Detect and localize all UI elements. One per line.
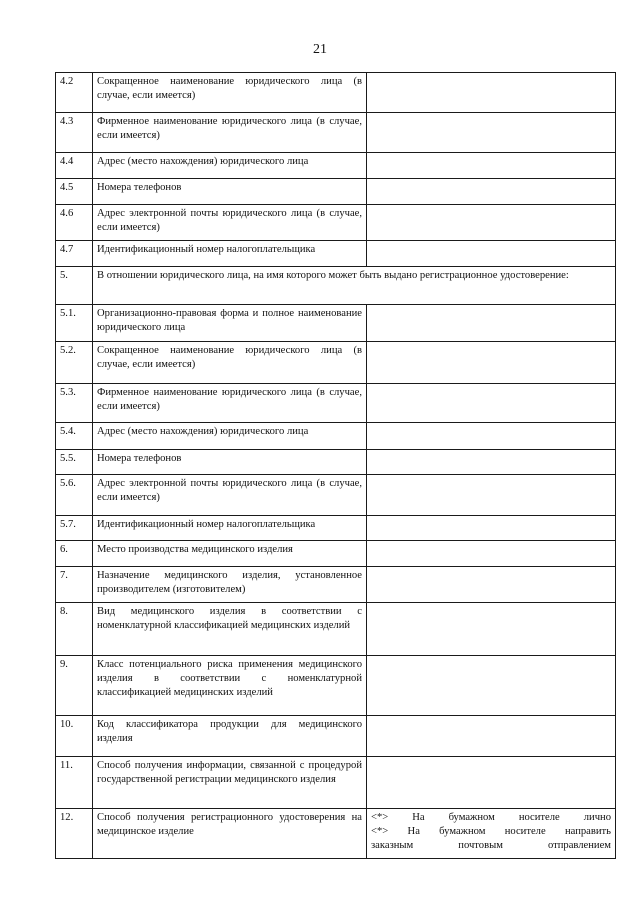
row-number: 4.6 xyxy=(56,205,93,241)
delivery-option-line: заказным почтовым отправлением xyxy=(371,840,611,851)
field-label xyxy=(93,757,367,809)
field-label-text: Сокращенное наименование юридического лица (в случае, если имеется) xyxy=(97,345,362,370)
row-number: 5.7. xyxy=(56,516,93,541)
field-value[interactable] xyxy=(367,384,616,423)
row-number: 4.2 xyxy=(56,73,93,113)
row-number: 11. xyxy=(56,757,93,809)
field-label-text: Место производства медицинского изделия xyxy=(97,544,293,555)
field-label-text: Способ получения регистрационного удостоверения на медицинское изделие xyxy=(97,812,362,837)
form-row xyxy=(56,541,616,567)
field-label-text: Адрес (место нахождения) юридического лица xyxy=(97,426,309,437)
row-number: 10. xyxy=(56,716,93,757)
field-label xyxy=(93,656,367,716)
form-row xyxy=(56,267,616,305)
field-value[interactable] xyxy=(367,716,616,757)
field-value[interactable] xyxy=(367,450,616,475)
field-label xyxy=(93,241,367,267)
field-label-text: Назначение медицинского изделия, установленное производителем (изготовителем) xyxy=(97,570,362,595)
field-label xyxy=(93,603,367,656)
row-number: 4.7 xyxy=(56,241,93,267)
application-form-table xyxy=(55,72,616,859)
row-number: 12. xyxy=(56,809,93,859)
row-number: 5.4. xyxy=(56,423,93,450)
form-row xyxy=(56,757,616,809)
field-label-text: Адрес электронной почты юридического лица (в случае, если имеется) xyxy=(97,478,362,503)
field-label-text: Идентификационный номер налогоплательщика xyxy=(97,244,316,255)
form-row xyxy=(56,305,616,342)
form-row xyxy=(56,342,616,384)
field-label xyxy=(93,73,367,113)
row-number: 5.2. xyxy=(56,342,93,384)
field-value[interactable] xyxy=(367,541,616,567)
field-label-text: Организационно-правовая форма и полное наименование юридического лица xyxy=(97,308,362,333)
field-value[interactable] xyxy=(367,113,616,153)
field-label xyxy=(93,541,367,567)
field-label-text: Адрес (место нахождения) юридического лица xyxy=(97,156,309,167)
field-label xyxy=(93,305,367,342)
field-label xyxy=(93,716,367,757)
field-value[interactable] xyxy=(367,516,616,541)
field-value[interactable] xyxy=(367,205,616,241)
field-label-text: Способ получения информации, связанной с процедурой государственной регистрации медицинского изделия xyxy=(97,760,362,785)
field-value[interactable] xyxy=(367,656,616,716)
form-row xyxy=(56,423,616,450)
row-number: 5. xyxy=(56,267,93,305)
field-value[interactable] xyxy=(367,423,616,450)
field-value[interactable] xyxy=(367,179,616,205)
form-row xyxy=(56,656,616,716)
form-row xyxy=(56,179,616,205)
section-heading-text: В отношении юридического лица, на имя которого может быть выдано регистрационное удостоверение: xyxy=(97,270,569,281)
field-value[interactable] xyxy=(367,153,616,179)
field-value[interactable] xyxy=(367,809,616,859)
field-label xyxy=(93,342,367,384)
row-number: 5.1. xyxy=(56,305,93,342)
form-row xyxy=(56,73,616,113)
field-label xyxy=(93,205,367,241)
field-label-text: Номера телефонов xyxy=(97,453,182,464)
row-number: 4.3 xyxy=(56,113,93,153)
row-number: 7. xyxy=(56,567,93,603)
field-value[interactable] xyxy=(367,757,616,809)
field-label xyxy=(93,516,367,541)
section-heading xyxy=(93,267,616,305)
form-row xyxy=(56,516,616,541)
page-number: 21 xyxy=(313,42,327,57)
form-row xyxy=(56,567,616,603)
field-label xyxy=(93,113,367,153)
field-label xyxy=(93,475,367,516)
field-label-text: Сокращенное наименование юридического лица (в случае, если имеется) xyxy=(97,76,362,101)
form-row xyxy=(56,205,616,241)
field-label xyxy=(93,179,367,205)
field-label-text: Вид медицинского изделия в соответствии с номенклатурной классификацией медицинских изделий xyxy=(97,606,362,631)
delivery-option-line: <*> На бумажном носителе направить xyxy=(371,826,611,837)
form-row xyxy=(56,384,616,423)
field-label xyxy=(93,567,367,603)
field-label xyxy=(93,153,367,179)
field-value[interactable] xyxy=(367,305,616,342)
row-number: 6. xyxy=(56,541,93,567)
row-number: 5.6. xyxy=(56,475,93,516)
field-value[interactable] xyxy=(367,73,616,113)
field-value[interactable] xyxy=(367,342,616,384)
form-row xyxy=(56,475,616,516)
field-label xyxy=(93,809,367,859)
form-row xyxy=(56,603,616,656)
form-row xyxy=(56,809,616,859)
field-value[interactable] xyxy=(367,567,616,603)
field-label-text: Код классификатора продукции для медицинского изделия xyxy=(97,719,362,744)
form-row xyxy=(56,113,616,153)
row-number: 9. xyxy=(56,656,93,716)
form-row xyxy=(56,153,616,179)
field-label-text: Фирменное наименование юридического лица (в случае, если имеется) xyxy=(97,387,362,412)
field-value[interactable] xyxy=(367,603,616,656)
delivery-option-line: <*> На бумажном носителе лично xyxy=(371,812,611,823)
field-label xyxy=(93,450,367,475)
field-label-text: Фирменное наименование юридического лица (в случае, если имеется) xyxy=(97,116,362,141)
row-number: 5.3. xyxy=(56,384,93,423)
form-row xyxy=(56,450,616,475)
row-number: 4.4 xyxy=(56,153,93,179)
field-label-text: Класс потенциального риска применения медицинского изделия в соответствии с номенклатурной классификацией медицинских изделий xyxy=(97,659,362,698)
form-row xyxy=(56,241,616,267)
field-label-text: Номера телефонов xyxy=(97,182,182,193)
field-label-text: Адрес электронной почты юридического лица (в случае, если имеется) xyxy=(97,208,362,233)
row-number: 4.5 xyxy=(56,179,93,205)
row-number: 5.5. xyxy=(56,450,93,475)
field-label xyxy=(93,384,367,423)
row-number: 8. xyxy=(56,603,93,656)
field-value[interactable] xyxy=(367,241,616,267)
field-value[interactable] xyxy=(367,475,616,516)
field-label xyxy=(93,423,367,450)
form-row xyxy=(56,716,616,757)
field-label-text: Идентификационный номер налогоплательщика xyxy=(97,519,316,530)
